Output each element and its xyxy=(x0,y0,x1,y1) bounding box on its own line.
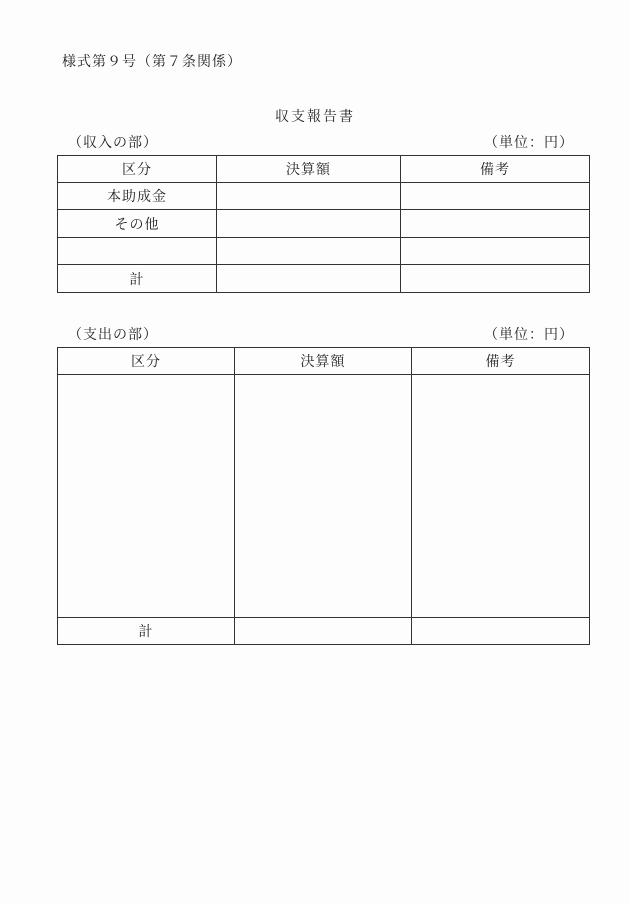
expense-total-row xyxy=(58,618,590,645)
expense-unit-label: （単位：円） xyxy=(484,327,574,343)
expense-col-remarks: 備考 xyxy=(412,348,590,375)
expense-total-remarks[interactable] xyxy=(412,618,590,645)
income-row-3-remarks[interactable] xyxy=(401,238,590,265)
income-total-label: 計 xyxy=(58,265,217,293)
expense-header-row xyxy=(58,348,590,375)
income-row-1-remarks[interactable] xyxy=(401,183,590,210)
income-total-amount[interactable] xyxy=(217,265,401,293)
income-section-label: （収入の部） xyxy=(68,135,158,151)
expense-total-amount[interactable] xyxy=(235,618,412,645)
income-unit-label: （単位：円） xyxy=(484,135,574,151)
expense-total-label: 計 xyxy=(58,618,235,645)
income-row-3-category[interactable] xyxy=(58,238,217,265)
expense-section-header xyxy=(62,324,574,344)
expense-col-category: 区分 xyxy=(58,348,235,375)
table-row xyxy=(58,183,590,210)
income-table xyxy=(57,155,590,293)
income-col-category: 区分 xyxy=(58,156,217,183)
expense-body-category[interactable] xyxy=(58,375,235,618)
income-col-remarks: 備考 xyxy=(401,156,590,183)
income-row-1-amount[interactable] xyxy=(217,183,401,210)
expense-section-label: （支出の部） xyxy=(68,327,158,343)
income-header-row xyxy=(58,156,590,183)
table-row xyxy=(58,210,590,238)
income-row-2-remarks[interactable] xyxy=(401,210,590,238)
form-number: 様式第９号（第７条関係） xyxy=(62,54,242,70)
income-total-remarks[interactable] xyxy=(401,265,590,293)
expense-col-amount: 決算額 xyxy=(235,348,412,375)
expense-body-amount[interactable] xyxy=(235,375,412,618)
income-row-3-amount[interactable] xyxy=(217,238,401,265)
expense-table xyxy=(57,347,590,645)
income-row-2-amount[interactable] xyxy=(217,210,401,238)
income-row-1-category: 本助成金 xyxy=(58,183,217,210)
income-section-header xyxy=(62,132,574,152)
expense-body-remarks[interactable] xyxy=(412,375,590,618)
income-col-amount: 決算額 xyxy=(217,156,401,183)
income-row-2-category: その他 xyxy=(58,210,217,238)
table-row xyxy=(58,375,590,618)
table-row xyxy=(58,238,590,265)
income-total-row xyxy=(58,265,590,293)
document-title: 収支報告書 xyxy=(275,109,355,125)
